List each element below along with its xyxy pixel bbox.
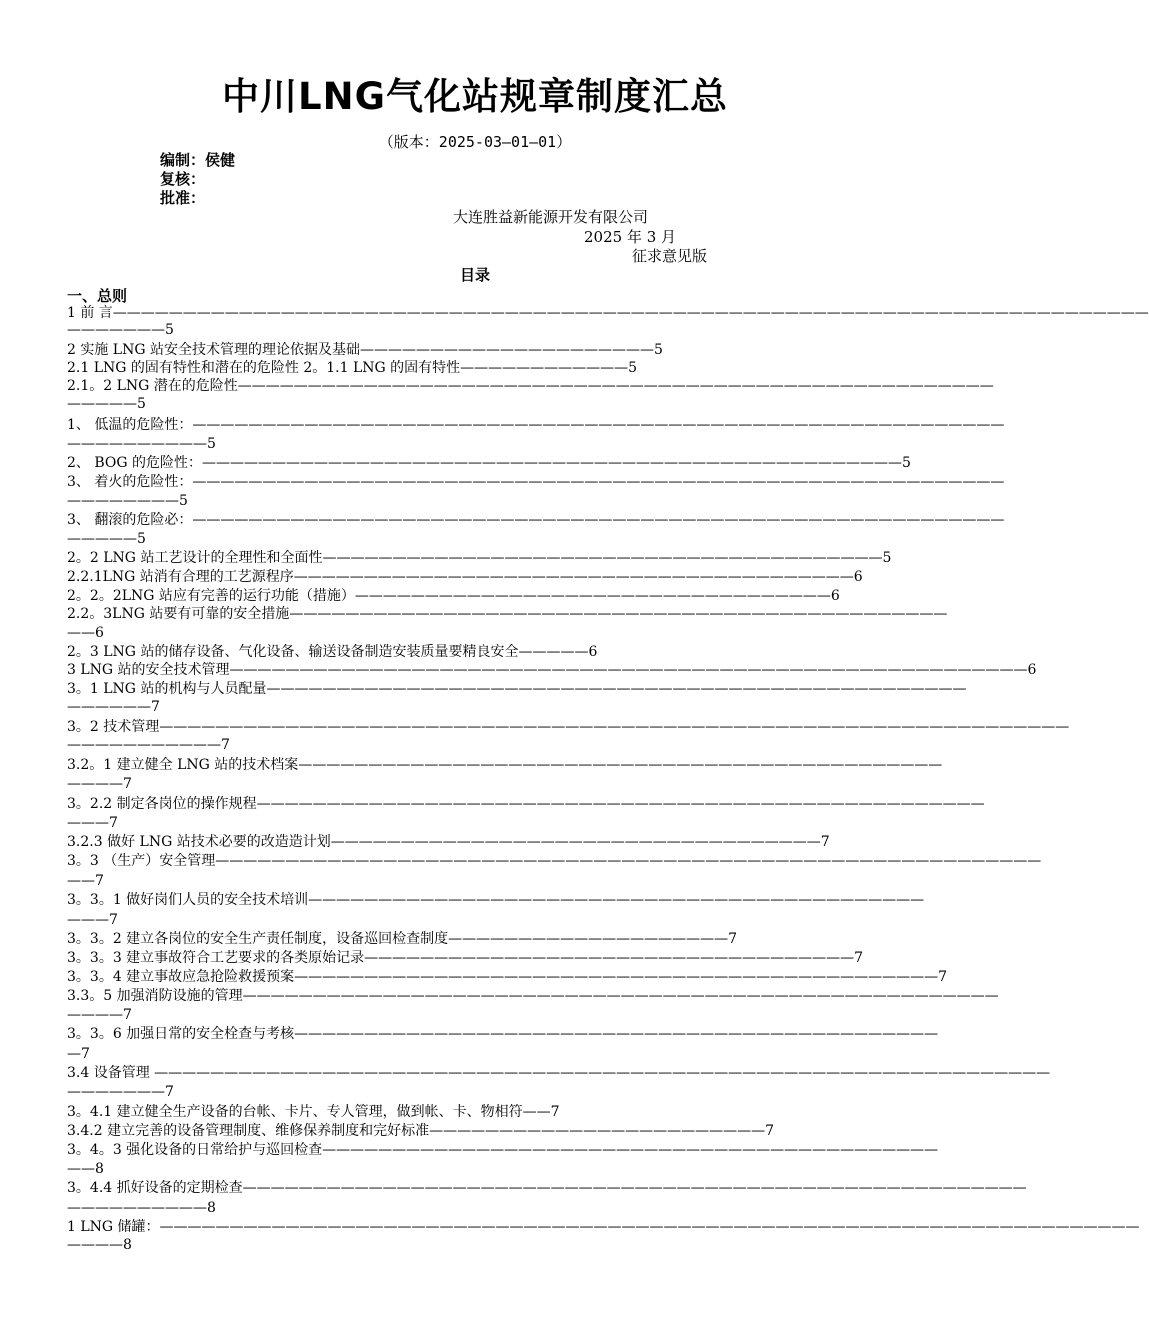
toc-entry: 1 前 言——————————————————————————————————————————————————————————————————————————	[67, 305, 1149, 321]
toc-entry: 2。2 LNG 站工艺设计的全理性和全面性————————————————————————————————————————5	[67, 550, 892, 566]
document-date: 2025 年 3 月	[584, 228, 677, 246]
toc-entry: 2.2.1LNG 站消有合理的工艺源程序————————————————————————————————————————6	[67, 569, 863, 585]
toc-entry: 3。3。6 加强日常的安全栓查与考核——————————————————————————————————————————————	[67, 1026, 939, 1042]
company-name: 大连胜益新能源开发有限公司	[453, 208, 649, 226]
document-status: 征求意见版	[632, 247, 708, 265]
toc-entry: 3.3。5 加强消防设施的管理——————————————————————————————————————————————————————	[67, 988, 999, 1004]
toc-entry: 3。4.1 建立健全生产设备的台帐、卡片、专人管理，做到帐、卡、物相符——7	[67, 1104, 560, 1120]
toc-entry: —————5	[67, 396, 146, 412]
toc-entry: ————————5	[67, 493, 188, 509]
toc-entry: 3。3。4 建立事故应急抢险救援预案——————————————————————————————————————————————7	[67, 969, 948, 985]
toc-entry: 2。2。2LNG 站应有完善的运行功能（措施）——————————————————————————————————6	[67, 588, 840, 604]
toc-entry: 3。3。1 做好岗们人员的安全技术培训————————————————————————————————————————————	[67, 892, 925, 908]
section-heading: 一、总则	[67, 287, 128, 305]
toc-entry: 3、 翻滚的危险必：——————————————————————————————————————————————————————————	[67, 512, 1005, 528]
toc-entry: ———7	[67, 815, 118, 831]
toc-entry: 2 实施 LNG 站安全技术管理的理论依据及基础—————————————————————5	[67, 342, 663, 358]
toc-entry: 3 LNG 站的安全技术管理—————————————————————————————————————————————————————————6	[67, 662, 1037, 678]
toc-entry: 3。2.2 制定各岗位的操作规程————————————————————————————————————————————————————	[67, 796, 985, 812]
toc-entry: 3。4。3 强化设备的日常给护与巡回检查————————————————————————————————————————————	[67, 1142, 939, 1158]
toc-heading: 目录	[459, 266, 490, 284]
toc-entry: 3.2.3 做好 LNG 站技术必要的改造造计划———————————————————————————————————7	[67, 834, 830, 850]
toc-entry: ———————————7	[67, 737, 230, 753]
toc-entry: 2.1。2 LNG 潜在的危险性——————————————————————————————————————————————————————	[67, 378, 994, 394]
reviewer-label: 复核：	[160, 170, 206, 188]
document-title: 中川LNG气化站规章制度汇总	[222, 75, 728, 118]
toc-entry: 3。1 LNG 站的机构与人员配量——————————————————————————————————————————————————	[67, 681, 967, 697]
toc-entry: ——8	[67, 1161, 104, 1177]
toc-entry: —7	[67, 1046, 90, 1062]
toc-entry: ———————7	[67, 1084, 174, 1100]
toc-entry: ———————5	[67, 322, 174, 338]
toc-entry: 2.1 LNG 的固有特性和潜在的危险性 2。1.1 LNG 的固有特性————————————5	[67, 360, 638, 376]
toc-entry: ———7	[67, 912, 118, 928]
toc-entry: 3。4.4 抓好设备的定期检查————————————————————————————————————————————————————————	[67, 1180, 1027, 1196]
toc-entry: ————7	[67, 1007, 132, 1023]
toc-entry: —————5	[67, 531, 146, 547]
toc-entry: 2.2。3LNG 站要有可靠的安全措施———————————————————————————————————————————————	[67, 606, 948, 622]
toc-entry: 3。3。3 建立事故符合工艺要求的各类原始记录———————————————————————————————————7	[67, 950, 864, 966]
toc-entry: ————7	[67, 776, 132, 792]
toc-entry: 1、 低温的危险性：——————————————————————————————————————————————————————————	[67, 417, 1005, 433]
toc-entry: 3.4.2 建立完善的设备管理制度、维修保养制度和完好标准————————————————————————7	[67, 1123, 774, 1139]
toc-entry: ——7	[67, 873, 104, 889]
version-label: （版本：2025-03—01—01）	[378, 133, 572, 151]
toc-entry: ——————7	[67, 699, 160, 715]
toc-entry: 3。3 （生产）安全管理———————————————————————————————————————————————————————————	[67, 853, 1042, 869]
toc-entry: ——————————5	[67, 436, 216, 452]
toc-entry: 1 LNG 储罐：——————————————————————————————————————————————————————————————————————	[67, 1219, 1140, 1235]
toc-entry: 3。3。2 建立各岗位的安全生产责任制度，设备巡回检查制度————————————————————7	[67, 931, 738, 947]
toc-entry: 3、 着火的危险性：——————————————————————————————————————————————————————————	[67, 474, 1005, 490]
toc-entry: 3.4 设备管理 ————————————————————————————————————————————————————————————————	[67, 1065, 1051, 1081]
toc-entry: 3.2。1 建立健全 LNG 站的技术档案——————————————————————————————————————————————	[67, 757, 943, 773]
toc-entry: 2。3 LNG 站的储存设备、气化设备、输送设备制造安装质量要精良安全—————6	[67, 644, 598, 660]
toc-entry: ——————————8	[67, 1200, 216, 1216]
toc-entry: 3。2 技术管理—————————————————————————————————————————————————————————————————	[67, 719, 1070, 735]
toc-entry: ————8	[67, 1237, 132, 1253]
approver-label: 批准：	[160, 189, 206, 207]
toc-entry: 2、 BOG 的危险性：——————————————————————————————————————————————————5	[67, 455, 911, 471]
editor-label: 编制：侯健	[160, 151, 236, 169]
toc-entry: ——6	[67, 625, 104, 641]
